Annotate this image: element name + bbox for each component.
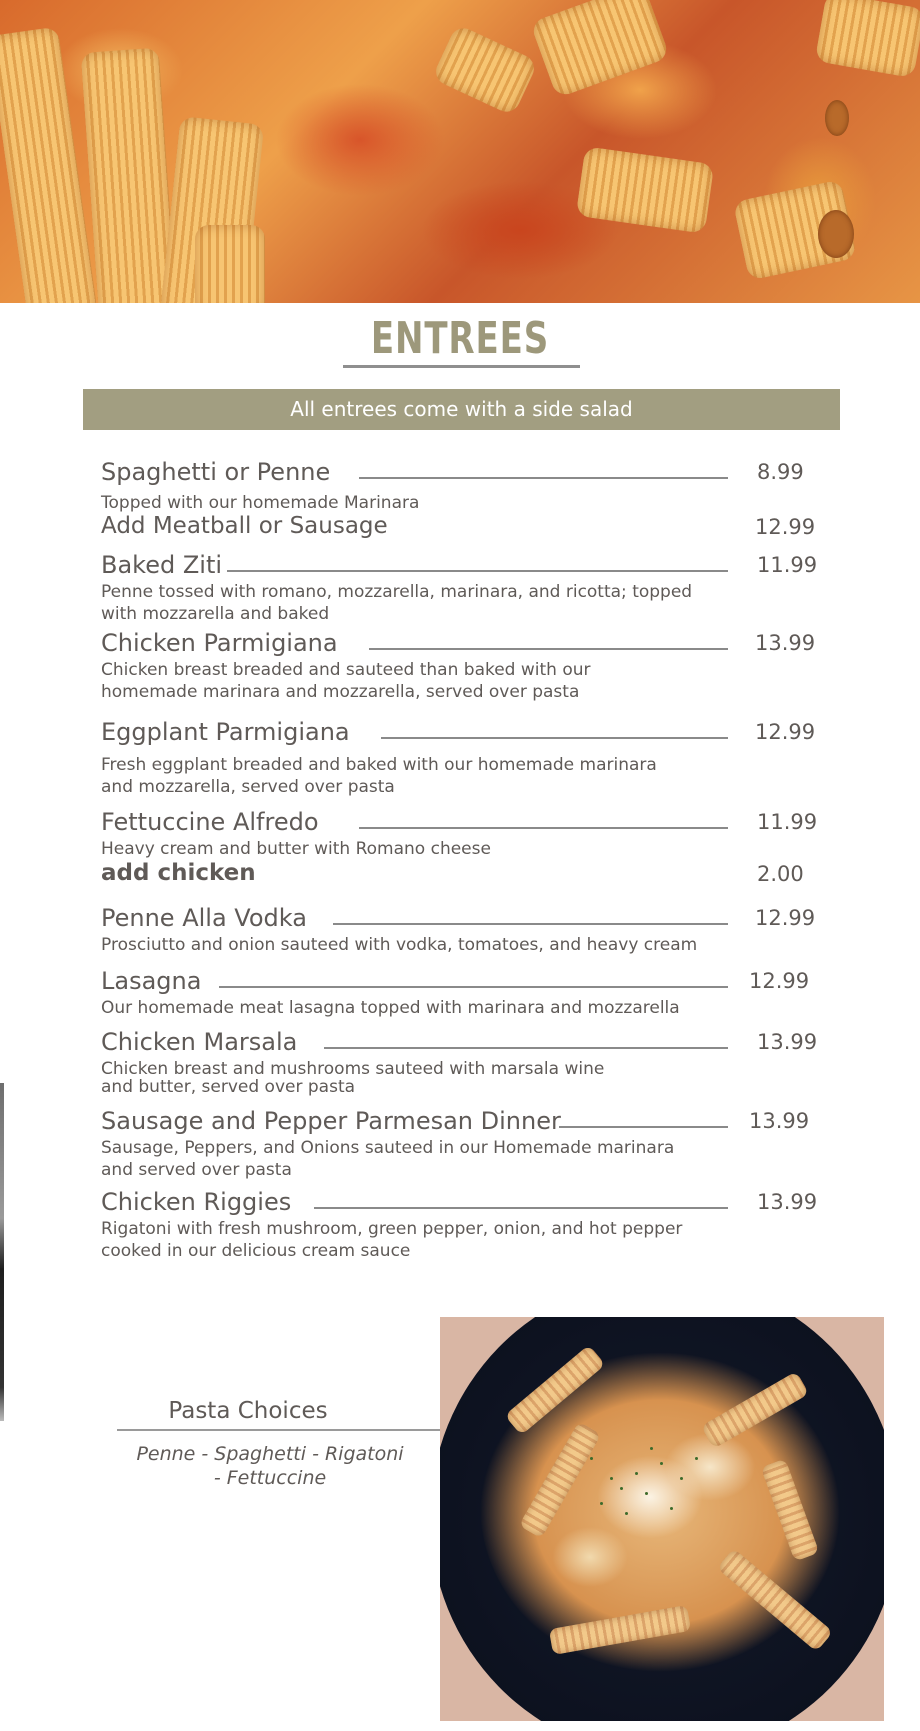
menu-item-chicken-marsala	[101, 1028, 821, 1098]
addon-label: add chicken	[101, 860, 256, 886]
baked-ziti-photo	[440, 1317, 884, 1721]
pasta-choices-line: - Fettuccine	[213, 1467, 327, 1489]
item-description-line: Penne tossed with romano, mozzarella, marinara, and ricotta; topped	[101, 582, 693, 602]
menu-item-eggplant-parmigiana	[101, 718, 821, 798]
item-description-line: Chicken breast breaded and sauteed than baked with our	[101, 660, 591, 680]
dotted-leader	[324, 1047, 728, 1049]
item-name: Sausage and Pepper Parmesan Dinner	[101, 1107, 561, 1135]
addon-label: Add Meatball or Sausage	[101, 513, 388, 539]
dotted-leader	[369, 648, 728, 650]
item-name: Chicken Marsala	[101, 1028, 298, 1056]
pasta-choices-list	[110, 1442, 430, 1490]
pasta-choices-title: Pasta Choices	[168, 1398, 328, 1424]
menu-item-baked-ziti	[101, 551, 821, 625]
item-name: Chicken Riggies	[101, 1188, 292, 1216]
menu-item-fettuccine-alfredo	[101, 808, 821, 860]
item-description: Topped with our homemade Marinara	[101, 493, 420, 513]
item-price: 13.99	[757, 1030, 818, 1054]
item-description-line: with mozzarella and baked	[101, 604, 330, 624]
item-name: Chicken Parmigiana	[101, 629, 338, 657]
dotted-leader	[219, 986, 728, 988]
dotted-leader	[227, 570, 728, 572]
item-price: 11.99	[757, 810, 818, 834]
item-price: 12.99	[755, 906, 816, 930]
dotted-leader	[333, 923, 728, 925]
item-name: Baked Ziti	[101, 551, 223, 579]
item-price: 13.99	[749, 1109, 810, 1133]
item-description-line: homemade marinara and mozzarella, served over pasta	[101, 682, 580, 702]
item-name: Fettuccine Alfredo	[101, 808, 319, 836]
addon-price: 12.99	[755, 515, 816, 539]
item-price: 12.99	[749, 969, 810, 993]
page-edge-strip	[0, 1083, 4, 1421]
item-description-line: and served over pasta	[101, 1160, 292, 1180]
menu-item-sausage-and-pepper-parmesan-dinner	[101, 1107, 821, 1181]
addon-price: 2.00	[757, 862, 804, 886]
item-price: 13.99	[755, 631, 816, 655]
item-description-line: and butter, served over pasta	[101, 1077, 356, 1097]
section-title: ENTREES	[370, 313, 550, 364]
menu-item-chicken-parmigiana	[101, 629, 821, 703]
item-name: Penne Alla Vodka	[101, 904, 307, 932]
item-description-line: Sausage, Peppers, and Onions sauteed in our Homemade marinara	[101, 1138, 675, 1158]
item-price: 11.99	[757, 553, 818, 577]
item-name: Eggplant Parmigiana	[101, 718, 350, 746]
title-underline	[343, 365, 580, 368]
hero-food-photo	[0, 0, 920, 303]
item-description-line: Rigatoni with fresh mushroom, green pepper, onion, and hot pepper	[101, 1219, 683, 1239]
item-description-line: Fresh eggplant breaded and baked with our homemade marinara	[101, 755, 657, 775]
item-description-line: cooked in our delicious cream sauce	[101, 1241, 411, 1261]
item-description: Heavy cream and butter with Romano cheese	[101, 839, 491, 859]
dotted-leader	[359, 827, 728, 829]
dotted-leader	[314, 1207, 728, 1209]
item-name: Spaghetti or Penne	[101, 458, 331, 486]
pasta-choices-rule	[117, 1429, 440, 1431]
menu-item-penne-alla-vodka	[101, 904, 821, 956]
pasta-choices-line: Penne - Spaghetti - Rigatoni	[136, 1443, 404, 1465]
menu-item-chicken-riggies	[101, 1188, 821, 1262]
addon-meatball-or-sausage	[101, 513, 821, 543]
dotted-leader	[559, 1126, 728, 1128]
item-name: Lasagna	[101, 967, 202, 995]
dotted-leader	[359, 477, 728, 479]
item-price: 12.99	[755, 720, 816, 744]
dotted-leader	[381, 737, 728, 739]
menu-item-lasagna	[101, 967, 821, 1019]
item-price: 13.99	[757, 1190, 818, 1214]
item-description: Prosciutto and onion sauteed with vodka, tomatoes, and heavy cream	[101, 935, 698, 955]
item-description-line: Chicken breast and mushrooms sauteed with marsala wine	[101, 1059, 605, 1079]
item-price: 8.99	[757, 460, 804, 484]
menu-item-spaghetti-or-penne	[101, 458, 821, 514]
item-description: Our homemade meat lasagna topped with marinara and mozzarella	[101, 998, 680, 1018]
side-salad-banner: All entrees come with a side salad	[83, 389, 840, 430]
addon-chicken	[101, 860, 821, 890]
item-description-line: and mozzarella, served over pasta	[101, 777, 395, 797]
